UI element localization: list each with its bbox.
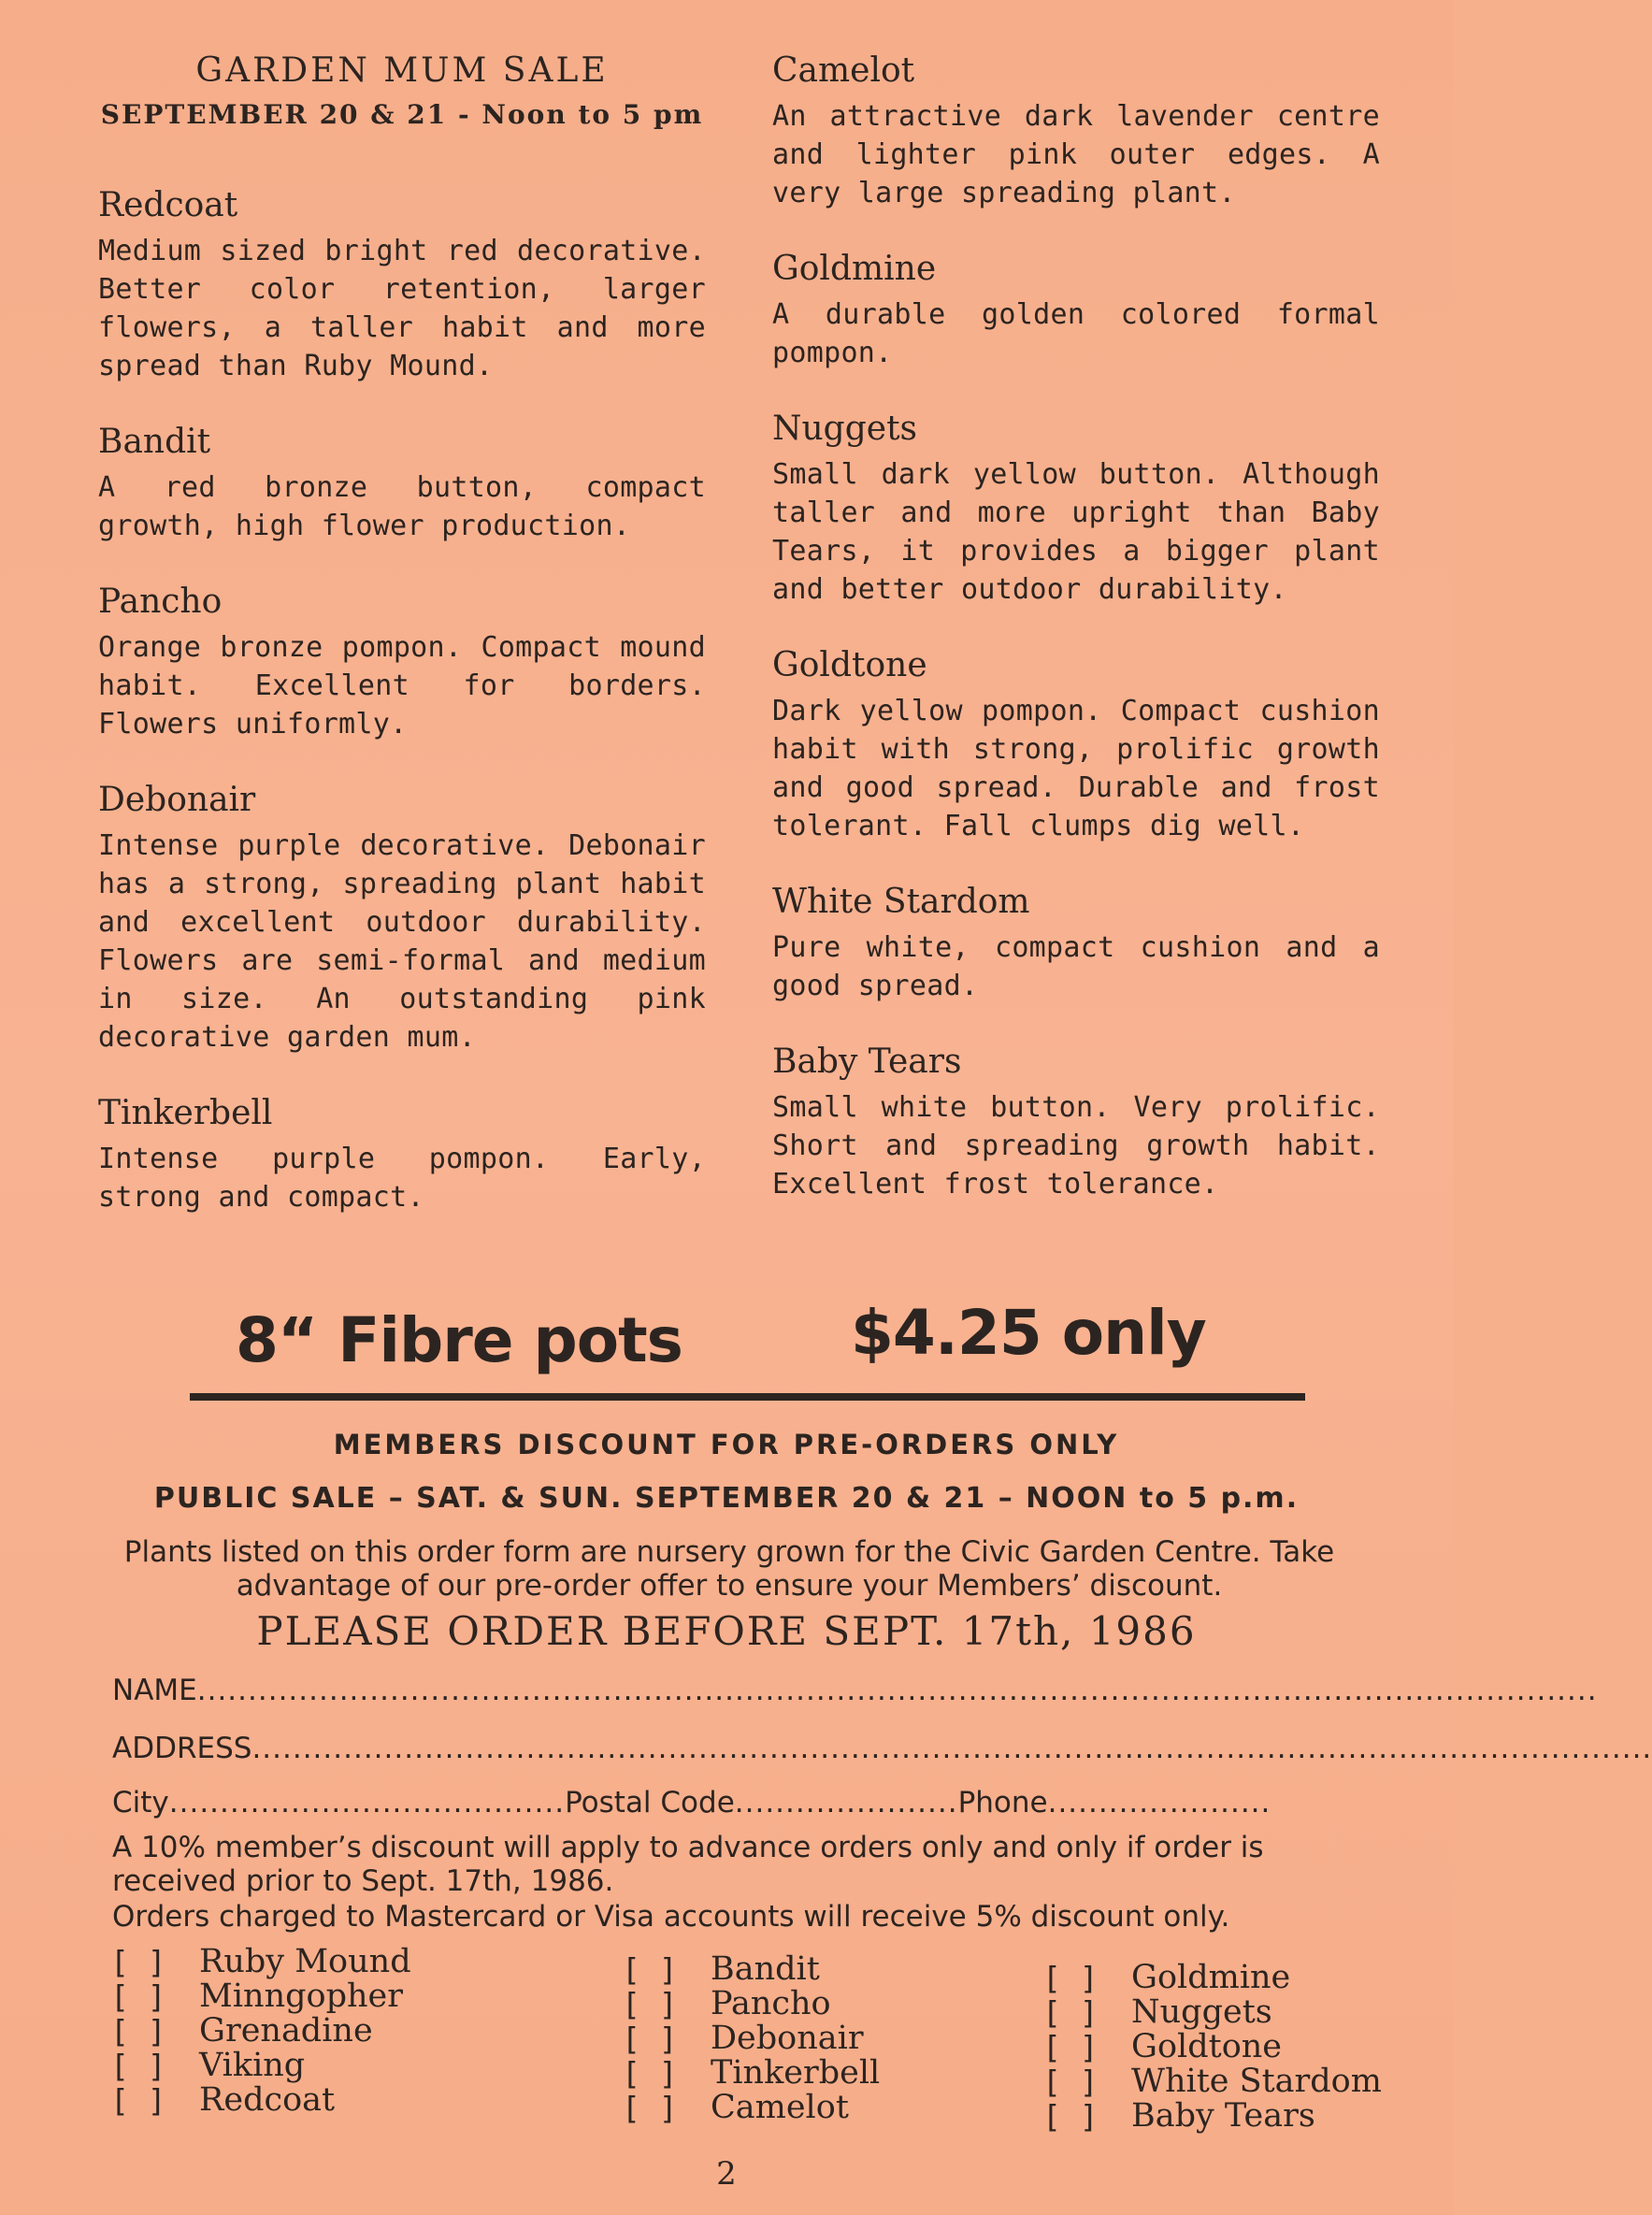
variety-description: Dark yellow pompon. Compact cushion habit with strong, prolific growth and good spread. Durable and frost tolerant. Fall clumps dig well. bbox=[772, 695, 1380, 842]
order-item-camelot[interactable] bbox=[622, 2091, 880, 2125]
order-item-label: Grenadine bbox=[199, 2012, 373, 2050]
checkbox[interactable]: [ ] bbox=[110, 1944, 166, 1980]
variety-name: Pancho bbox=[98, 583, 223, 621]
variety-description: Intense purple pompon. Early, strong and compact. bbox=[98, 1143, 706, 1214]
city-label: City bbox=[112, 1786, 169, 1819]
variety-name: Baby Tears bbox=[772, 1043, 962, 1081]
variety-goldmine bbox=[772, 250, 1380, 372]
checkbox[interactable]: [ ] bbox=[622, 2090, 678, 2126]
variety-name: White Stardom bbox=[772, 883, 1030, 921]
variety-description: Orange bronze pompon. Compact mound habit. Excellent for borders. Flowers uniformly. bbox=[98, 631, 706, 741]
checkbox[interactable]: [ ] bbox=[622, 2021, 678, 2057]
order-column-3 bbox=[1042, 1961, 1382, 2134]
order-item-label: Goldmine bbox=[1131, 1959, 1291, 1996]
order-item-label: Nuggets bbox=[1131, 1993, 1272, 2031]
sale-title: GARDEN MUM SALE bbox=[195, 51, 609, 90]
variety-description: An attractive dark lavender centre and lighter pink outer edges. A very large spreading plant. bbox=[772, 100, 1380, 209]
order-item-label: Redcoat bbox=[199, 2081, 336, 2119]
members-discount-heading: MEMBERS DISCOUNT FOR PRE-ORDERS ONLY bbox=[333, 1429, 1120, 1460]
checkbox[interactable]: [ ] bbox=[110, 2048, 166, 2084]
postal-code-label: Postal Code bbox=[565, 1786, 735, 1819]
address-field[interactable] bbox=[112, 1732, 1652, 1765]
order-item-label: Goldtone bbox=[1131, 2028, 1283, 2065]
order-form-intro: Plants listed on this order form are nursery grown for the Civic Garden Centre. Take advantage of our pre-order offer to ensure your Members’ discount. bbox=[123, 1535, 1335, 1603]
variety-name: Tinkerbell bbox=[98, 1094, 273, 1132]
checkbox[interactable]: [ ] bbox=[110, 2013, 166, 2050]
right-column bbox=[772, 51, 1380, 1203]
order-item-pancho[interactable] bbox=[622, 1987, 880, 2021]
variety-description: Small dark yellow button. Although taller and more upright than Baby Tears, it provides a bigger plant and better outdoor durability. bbox=[772, 458, 1380, 606]
variety-name: Goldmine bbox=[772, 250, 937, 288]
public-sale-line: PUBLIC SALE – SAT. & SUN. SEPTEMBER 20 & 21 – NOON to 5 p.m. bbox=[153, 1482, 1300, 1515]
variety-description: Medium sized bright red decorative. Better color retention, larger flowers, a taller habit and more spread than Ruby Mound. bbox=[98, 235, 706, 382]
order-item-bandit[interactable] bbox=[622, 1952, 880, 1987]
order-item-baby-tears[interactable] bbox=[1042, 2099, 1382, 2134]
order-item-debonair[interactable] bbox=[622, 2021, 880, 2056]
order-item-label: Baby Tears bbox=[1131, 2097, 1315, 2135]
checkbox[interactable]: [ ] bbox=[1042, 1960, 1099, 1996]
order-deadline: PLEASE ORDER BEFORE SEPT. 17th, 1986 bbox=[256, 1608, 1197, 1654]
variety-description: Pure white, compact cushion and a good spread. bbox=[772, 931, 1380, 1002]
order-item-ruby-mound[interactable] bbox=[110, 1945, 411, 1979]
variety-white-stardom bbox=[772, 883, 1380, 1005]
page-number: 2 bbox=[716, 2155, 737, 2193]
price-banner bbox=[0, 1297, 1453, 1379]
order-column-1 bbox=[110, 1945, 411, 2118]
variety-goldtone bbox=[772, 646, 1380, 845]
variety-description: Small white button. Very prolific. Short and spreading growth habit. Excellent frost tolerance. bbox=[772, 1091, 1380, 1201]
order-item-grenadine[interactable] bbox=[110, 2014, 411, 2049]
phone-label: Phone bbox=[957, 1786, 1048, 1819]
order-item-label: Pancho bbox=[711, 1985, 831, 2022]
order-item-tinkerbell[interactable] bbox=[622, 2056, 880, 2091]
order-item-white-stardom[interactable] bbox=[1042, 2064, 1382, 2099]
checkbox[interactable]: [ ] bbox=[1042, 1994, 1099, 2031]
order-column-2 bbox=[622, 1952, 880, 2125]
pot-size: 8“ Fibre pots bbox=[236, 1304, 682, 1376]
order-item-label: Viking bbox=[199, 2047, 306, 2084]
order-item-label: Debonair bbox=[711, 2020, 864, 2057]
member-discount-note: A 10% member’s discount will apply to advance orders only and only if order is received prior to Sept. 17th, 1986. bbox=[112, 1831, 1264, 1898]
variety-redcoat bbox=[98, 186, 706, 385]
order-item-label: Bandit bbox=[711, 1950, 820, 1988]
variety-nuggets bbox=[772, 410, 1380, 609]
fill-in-line: ...................... bbox=[1047, 1786, 1271, 1819]
variety-name: Redcoat bbox=[98, 186, 238, 224]
order-item-label: Ruby Mound bbox=[199, 1943, 411, 1980]
variety-name: Bandit bbox=[98, 423, 211, 461]
city-postal-phone-row[interactable] bbox=[112, 1786, 1309, 1819]
variety-baby-tears bbox=[772, 1043, 1380, 1203]
checkbox[interactable]: [ ] bbox=[622, 1951, 678, 1988]
order-item-redcoat[interactable] bbox=[110, 2083, 411, 2118]
variety-description: A durable golden colored formal pompon. bbox=[772, 298, 1380, 369]
variety-camelot bbox=[772, 51, 1380, 212]
order-item-goldtone[interactable] bbox=[1042, 2030, 1382, 2064]
fill-in-line: ....................................... bbox=[168, 1786, 566, 1819]
order-item-viking[interactable] bbox=[110, 2049, 411, 2083]
variety-name: Nuggets bbox=[772, 410, 918, 448]
price-amount: $4.25 only bbox=[851, 1297, 1206, 1369]
order-item-label: Tinkerbell bbox=[711, 2054, 881, 2092]
fill-in-line: ...................... bbox=[734, 1786, 958, 1819]
checkbox[interactable]: [ ] bbox=[622, 2055, 678, 2092]
checkbox[interactable]: [ ] bbox=[1042, 2064, 1099, 2100]
left-column bbox=[98, 51, 706, 1216]
variety-pancho bbox=[98, 583, 706, 743]
variety-description: Intense purple decorative. Debonair has a strong, spreading plant habit and excellent outdoor durability. Flowers are semi-formal and medium in size. An outstanding pink decorative garden mum. bbox=[98, 829, 706, 1054]
order-item-minngopher[interactable] bbox=[110, 1979, 411, 2014]
checkbox[interactable]: [ ] bbox=[1042, 2098, 1099, 2135]
fill-in-line: .......................................................................................................................................... bbox=[196, 1674, 1598, 1707]
checkbox[interactable]: [ ] bbox=[622, 1986, 678, 2022]
variety-bandit bbox=[98, 423, 706, 545]
address-label: ADDRESS bbox=[112, 1732, 252, 1765]
divider-rule bbox=[190, 1393, 1305, 1401]
variety-name: Camelot bbox=[772, 51, 915, 90]
variety-description: A red bronze button, compact growth, high flower production. bbox=[98, 471, 706, 542]
name-field[interactable] bbox=[112, 1674, 1598, 1707]
variety-debonair bbox=[98, 781, 706, 1057]
order-item-goldmine[interactable] bbox=[1042, 1961, 1382, 1995]
checkbox[interactable]: [ ] bbox=[110, 2082, 166, 2119]
order-item-label: Minngopher bbox=[199, 1978, 403, 2015]
order-item-label: Camelot bbox=[711, 2089, 849, 2126]
sale-dates: SEPTEMBER 20 & 21 - Noon to 5 pm bbox=[100, 99, 704, 130]
order-item-nuggets[interactable] bbox=[1042, 1995, 1382, 2030]
fill-in-line: .......................................................................................................................................... bbox=[251, 1732, 1652, 1765]
order-item-label: White Stardom bbox=[1131, 2063, 1382, 2100]
checkbox[interactable]: [ ] bbox=[110, 1978, 166, 2015]
checkbox[interactable]: [ ] bbox=[1042, 2029, 1099, 2065]
variety-name: Goldtone bbox=[772, 646, 927, 684]
variety-name: Debonair bbox=[98, 781, 256, 819]
name-label: NAME bbox=[112, 1674, 197, 1707]
credit-card-note: Orders charged to Mastercard or Visa accounts will receive 5% discount only. bbox=[112, 1900, 1230, 1934]
variety-tinkerbell bbox=[98, 1094, 706, 1216]
